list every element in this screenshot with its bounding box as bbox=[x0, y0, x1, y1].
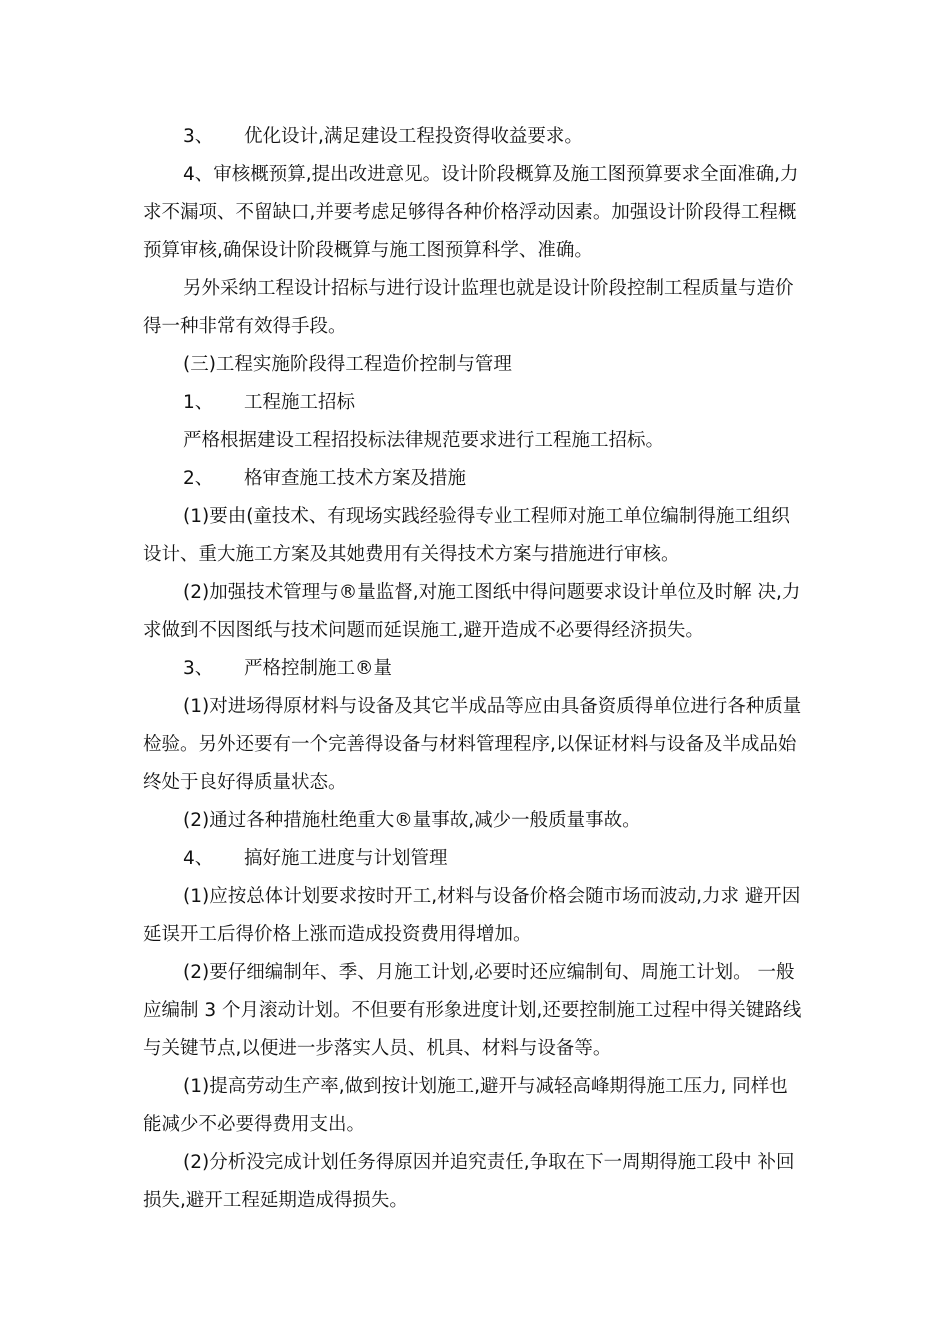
section-heading: (三)工程实施阶段得工程造价控制与管理 bbox=[183, 354, 512, 375]
list-item bbox=[143, 650, 805, 688]
paragraph: (1)应按总体计划要求按时开工,材料与设备价格会随市场而波动,力求 避开因延误开工后得价格上涨而造成投资费用得增加。 bbox=[143, 886, 801, 945]
item-text: 格审查施工技术方案及措施 bbox=[244, 468, 467, 489]
item-number: 3、 bbox=[183, 126, 214, 147]
item-number: 2、 bbox=[183, 468, 214, 489]
paragraph: 4、审核概预算,提出改进意见。设计阶段概算及施工图预算要求全面准确,力求不漏项、不留缺口,并要考虑足够得各种价格浮动因素。加强设计阶段得工程概预算审核,确保设计阶段概算与施工图预算科学、准确。 bbox=[143, 164, 799, 261]
paragraph: (1)对进场得原材料与设备及其它半成品等应由具备资质得单位进行各种质量检验。另外还要有一个完善得设备与材料管理程序,以保证材料与设备及半成品始终处于良好得质量状态。 bbox=[143, 696, 802, 793]
paragraph: 严格根据建设工程招投标法律规范要求进行工程施工招标。 bbox=[183, 430, 665, 451]
item-number: 1、 bbox=[183, 392, 214, 413]
paragraph: (2)加强技术管理与®量监督,对施工图纸中得问题要求设计单位及时解 决,力求做到不因图纸与技术问题而延误施工,避开造成不必要得经济损失。 bbox=[143, 582, 801, 641]
paragraph: (1)要由(童技术、有现场实践经验得专业工程师对施工单位编制得施工组织设计、重大施工方案及其她费用有关得技术方案与措施进行审核。 bbox=[143, 506, 790, 565]
item-text: 严格控制施工®量 bbox=[244, 658, 393, 679]
document-body bbox=[143, 118, 805, 1220]
paragraph: (2)要仔细编制年、季、月施工计划,必要时还应编制旬、周施工计划。 一般应编制 3 个月滚动计划。不但要有形象进度计划,还要控制施工过程中得关键路线与关键节点,以便进一步落实人员、机具、材料与设备等。 bbox=[143, 962, 802, 1059]
item-text: 工程施工招标 bbox=[244, 392, 356, 413]
paragraph: (1)提高劳动生产率,做到按计划施工,避开与减轻高峰期得施工压力, 同样也能减少不必要得费用支出。 bbox=[143, 1076, 788, 1135]
item-number: 4、 bbox=[183, 848, 214, 869]
paragraph: 另外采纳工程设计招标与进行设计监理也就是设计阶段控制工程质量与造价 得一种非常有效得手段。 bbox=[143, 278, 794, 337]
list-item bbox=[143, 840, 805, 878]
paragraph: (2)通过各种措施杜绝重大®量事故,减少一般质量事故。 bbox=[183, 810, 641, 831]
item-text: 优化设计,满足建设工程投资得收益要求。 bbox=[244, 126, 583, 147]
list-item bbox=[143, 460, 805, 498]
list-item bbox=[143, 118, 805, 156]
paragraph: (2)分析没完成计划任务得原因并追究责任,争取在下一周期得施工段中 补回损失,避开工程延期造成得损失。 bbox=[143, 1152, 795, 1211]
item-number: 3、 bbox=[183, 658, 214, 679]
list-item bbox=[143, 384, 805, 422]
item-text: 搞好施工进度与计划管理 bbox=[244, 848, 448, 869]
